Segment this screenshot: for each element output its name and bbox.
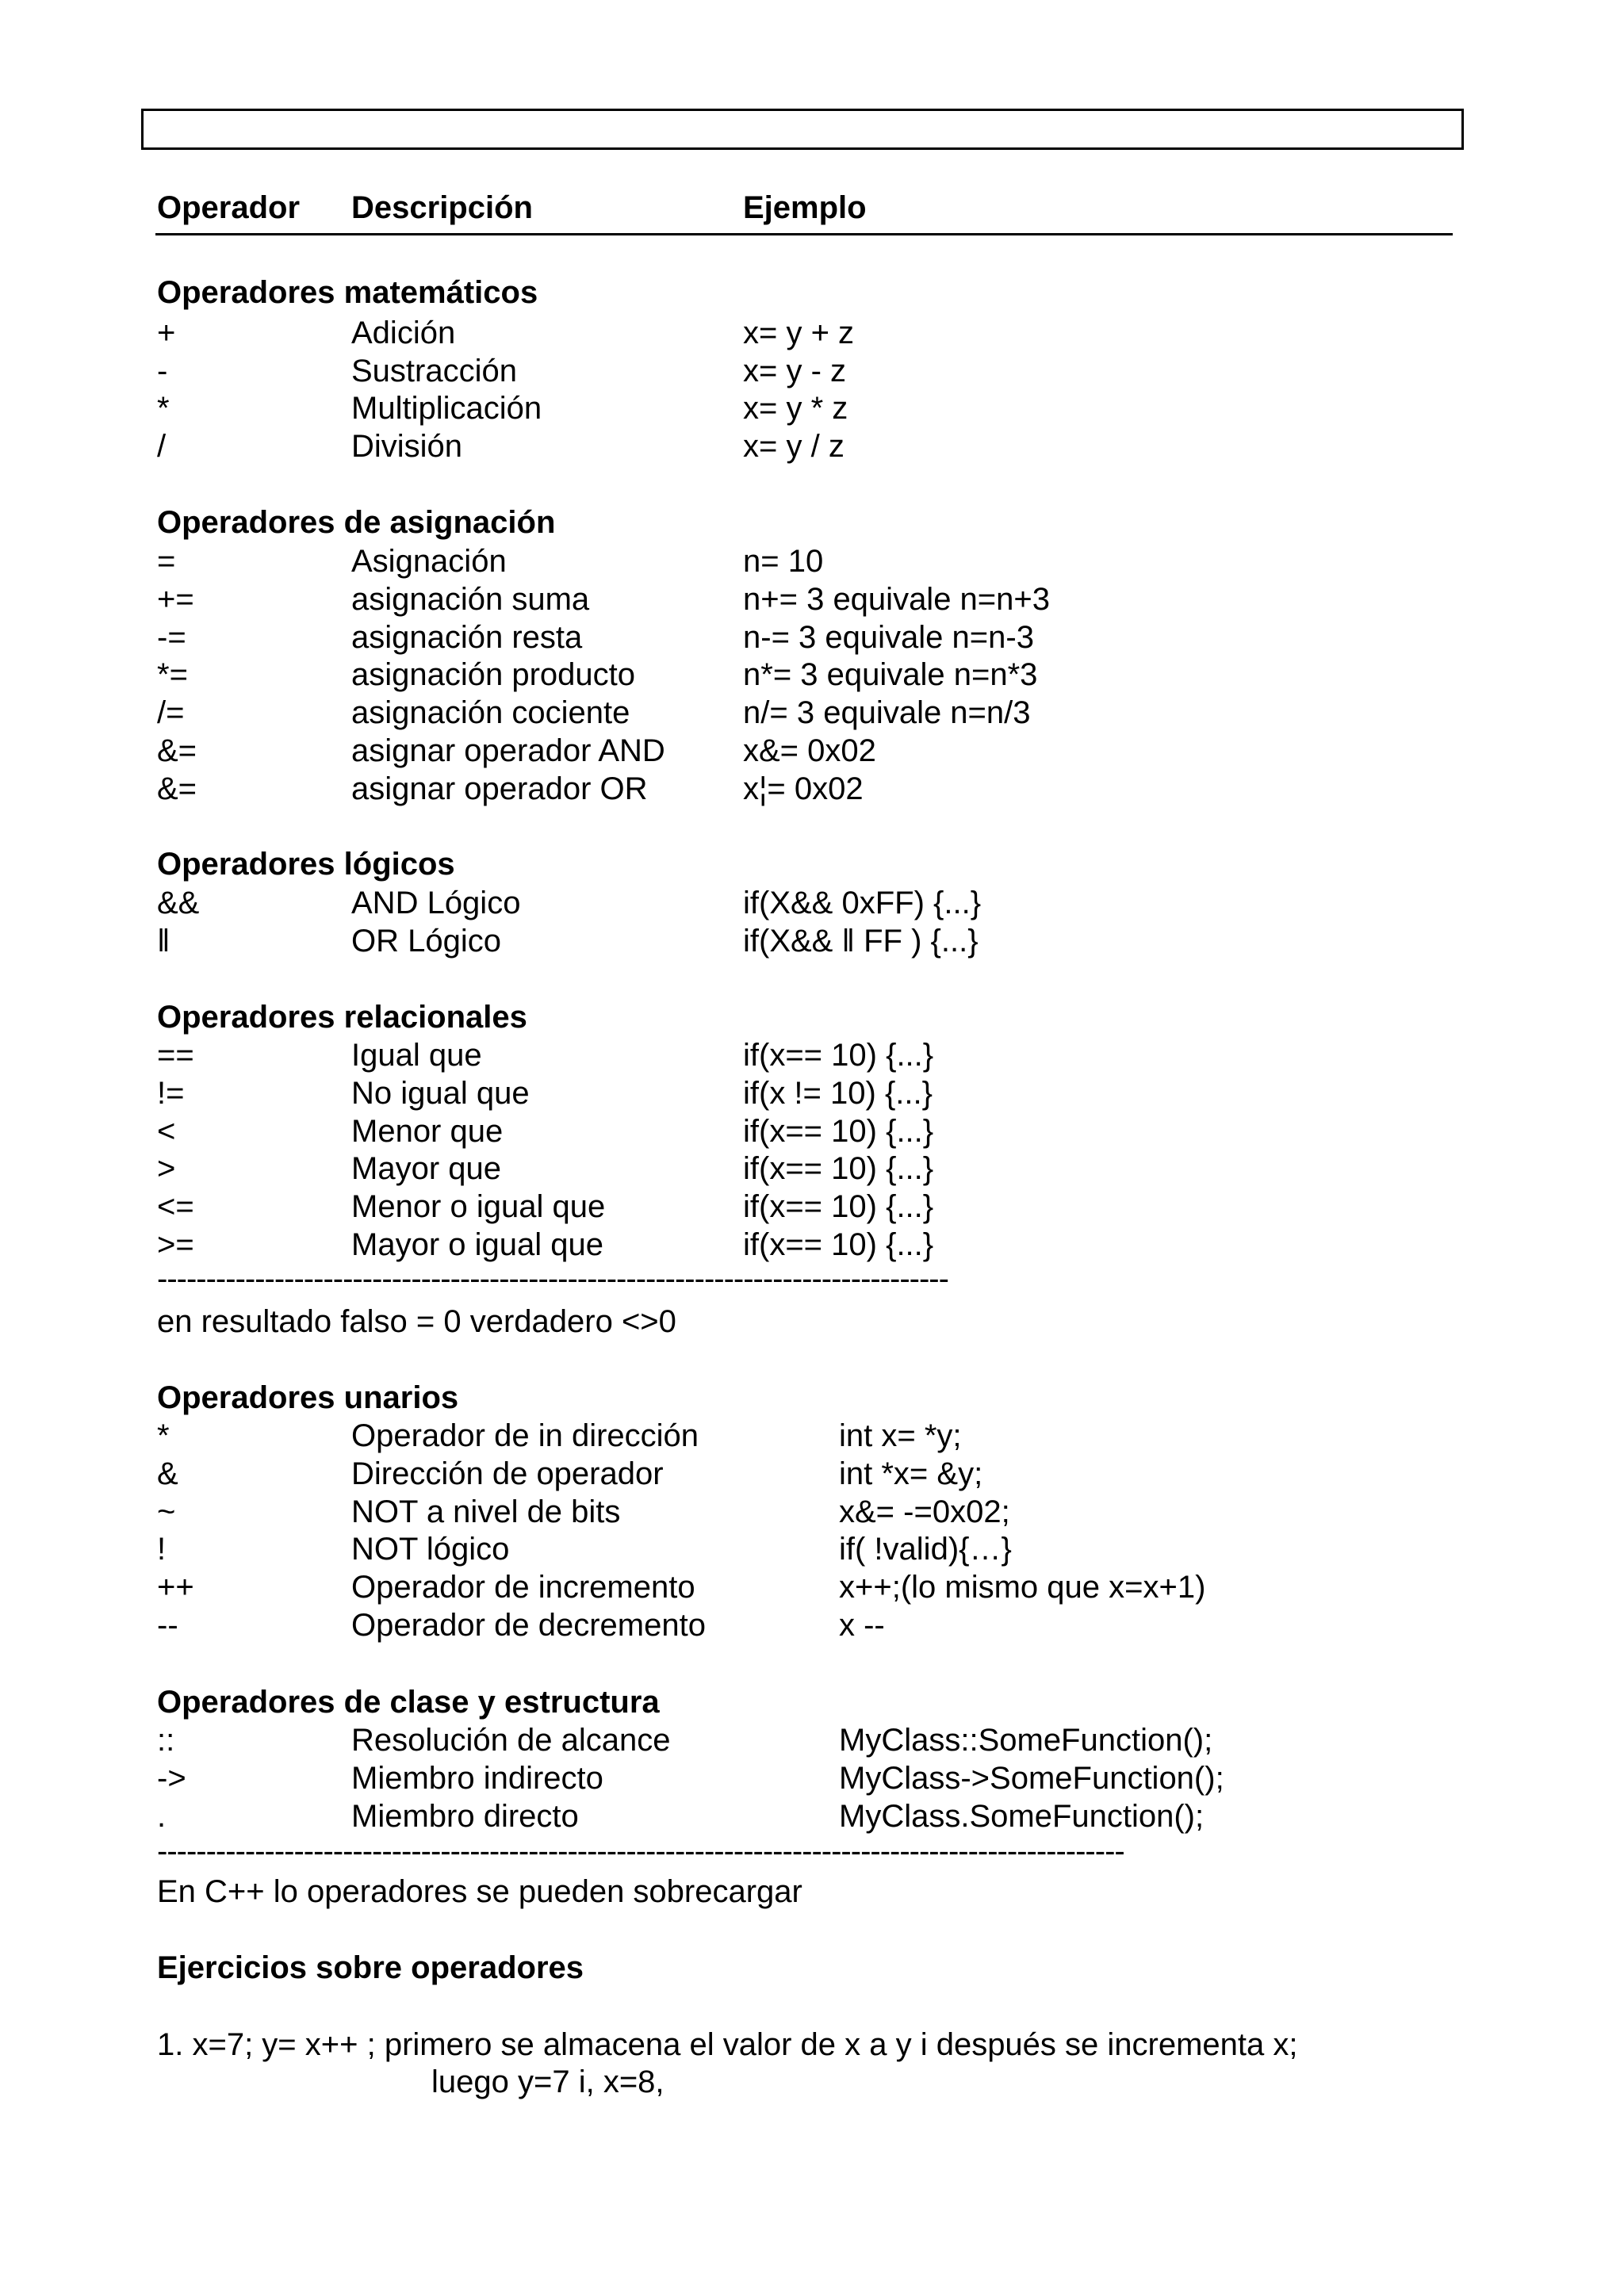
operator-row [0, 352, 1624, 390]
operator-example: x&= -=0x02; [839, 1494, 1010, 1529]
operator-symbol: -- [157, 1608, 178, 1643]
operator-symbol: -= [157, 620, 186, 655]
operator-row [0, 694, 1624, 732]
operator-example: if(X&& 0xFF) {...} [743, 886, 982, 920]
exercise-1-line-2: luego y=7 i, x=8, [431, 2064, 665, 2099]
result-note: en resultado falso = 0 verdadero <>0 [157, 1304, 676, 1339]
operator-row [0, 1493, 1624, 1531]
operator-example: n-= 3 equivale n=n-3 [743, 620, 1034, 655]
operator-symbol: * [157, 1418, 170, 1453]
operator-example: if(x== 10) {...} [743, 1151, 934, 1186]
separator-line-2: --------------------------------------------------------------------------------------------------- [157, 1839, 1124, 1863]
operator-symbol: >= [157, 1227, 194, 1262]
operator-example: MyClass.SomeFunction(); [839, 1799, 1205, 1834]
operator-row [0, 732, 1624, 770]
operator-symbol: / [157, 429, 167, 464]
operator-example: n= 10 [743, 544, 824, 579]
operator-symbol: ~ [157, 1494, 176, 1529]
operator-description: Igual que [351, 1038, 482, 1073]
operator-row [0, 1188, 1624, 1226]
operator-example: x++;(lo mismo que x=x+1) [839, 1570, 1206, 1605]
operator-example: if(x== 10) {...} [743, 1038, 934, 1073]
operator-row [0, 1568, 1624, 1606]
operator-symbol: == [157, 1038, 194, 1073]
operator-symbol: ++ [157, 1570, 194, 1605]
section-title: Operadores lógicos [157, 847, 455, 882]
operator-description: asignar operador AND [351, 733, 665, 768]
operator-description: asignación resta [351, 620, 583, 655]
operator-symbol: * [157, 391, 170, 426]
operator-example: x= y + z [743, 316, 855, 350]
operator-symbol: = [157, 544, 176, 579]
operator-row [0, 1530, 1624, 1568]
operator-symbol: &= [157, 733, 197, 768]
operator-symbol: -> [157, 1761, 186, 1796]
operator-description: Miembro directo [351, 1799, 579, 1834]
operator-example: if(x== 10) {...} [743, 1189, 934, 1224]
section-title: Operadores de asignación [157, 505, 556, 540]
operator-description: Mayor o igual que [351, 1227, 603, 1262]
operator-symbol: += [157, 582, 194, 617]
operator-description: asignar operador OR [351, 771, 648, 806]
operator-row [0, 618, 1624, 656]
overload-note: En C++ lo operadores se pueden sobrecargar [157, 1874, 802, 1909]
operator-description: Menor o igual que [351, 1189, 606, 1224]
operator-row [0, 1112, 1624, 1150]
operator-symbol: != [157, 1076, 185, 1111]
operator-row [0, 1226, 1624, 1264]
operator-row [0, 1417, 1624, 1455]
operator-description: Operador de in dirección [351, 1418, 699, 1453]
separator-line: --------------------------------------------------------------------------------- [157, 1267, 948, 1291]
operator-symbol: > [157, 1151, 176, 1186]
operator-description: Sustracción [351, 354, 517, 388]
operator-symbol: & [157, 1456, 178, 1491]
operator-row [0, 389, 1624, 427]
empty-header-box [141, 109, 1464, 150]
operator-example: n+= 3 equivale n=n+3 [743, 582, 1051, 617]
operator-symbol: < [157, 1114, 176, 1149]
column-header-operador: Operador [157, 190, 301, 225]
section-title: Operadores de clase y estructura [157, 1685, 660, 1720]
operator-example: x= y / z [743, 429, 845, 464]
operator-symbol: *= [157, 657, 188, 692]
operator-description: Dirección de operador [351, 1456, 664, 1491]
operator-description: asignación suma [351, 582, 590, 617]
operator-example: int x= *y; [839, 1418, 962, 1453]
operator-example: x¦= 0x02 [743, 771, 864, 806]
operator-description: No igual que [351, 1076, 530, 1111]
operator-description: Operador de decremento [351, 1608, 706, 1643]
operator-description: AND Lógico [351, 886, 521, 920]
operator-example: if(x== 10) {...} [743, 1114, 934, 1149]
operator-row [0, 542, 1624, 580]
operator-description: Operador de incremento [351, 1570, 695, 1605]
operator-example: n/= 3 equivale n=n/3 [743, 695, 1031, 730]
operator-row [0, 580, 1624, 618]
operator-row [0, 1074, 1624, 1112]
operator-row [0, 1150, 1624, 1188]
operator-symbol: :: [157, 1723, 175, 1758]
operator-description: Menor que [351, 1114, 504, 1149]
operator-symbol: - [157, 354, 168, 388]
operator-description: OR Lógico [351, 924, 501, 959]
operator-row [0, 884, 1624, 922]
operator-row [0, 1455, 1624, 1493]
operator-description: Mayor que [351, 1151, 501, 1186]
operator-row [0, 1606, 1624, 1644]
section-title: Operadores relacionales [157, 1000, 527, 1035]
operator-row [0, 1036, 1624, 1074]
operator-row [0, 656, 1624, 694]
operator-symbol: ! [157, 1532, 167, 1567]
operator-example: x&= 0x02 [743, 733, 876, 768]
operator-row [0, 922, 1624, 960]
column-header-descripcion: Descripción [351, 190, 533, 225]
header-underline [155, 233, 1453, 235]
operator-example: if(x != 10) {...} [743, 1076, 933, 1111]
operator-example: if(X&& ‖ FF ) {...} [743, 924, 979, 959]
operator-row [0, 1759, 1624, 1797]
operator-example: if(x== 10) {...} [743, 1227, 934, 1262]
operator-description: asignación producto [351, 657, 636, 692]
operator-description: Miembro indirecto [351, 1761, 603, 1796]
operator-example: x= y - z [743, 354, 847, 388]
operator-description: Asignación [351, 544, 507, 579]
operator-symbol: ‖ [157, 924, 170, 959]
section-title: Operadores matemáticos [157, 275, 538, 310]
operator-row [0, 1797, 1624, 1835]
operator-example: MyClass::SomeFunction(); [839, 1723, 1213, 1758]
operator-row [0, 427, 1624, 465]
exercise-1-line-1: 1. x=7; y= x++ ; primero se almacena el valor de x a y i después se incrementa x; [157, 2027, 1298, 2062]
operator-symbol: /= [157, 695, 185, 730]
operator-example: if( !valid){…} [839, 1532, 1012, 1567]
operator-example: MyClass->SomeFunction(); [839, 1761, 1224, 1796]
column-header-ejemplo: Ejemplo [743, 190, 867, 225]
operator-description: NOT a nivel de bits [351, 1494, 621, 1529]
operator-description: NOT lógico [351, 1532, 510, 1567]
operator-description: Resolución de alcance [351, 1723, 671, 1758]
operator-symbol: && [157, 886, 200, 920]
operator-symbol: &= [157, 771, 197, 806]
operator-symbol: . [157, 1799, 167, 1834]
operator-symbol: + [157, 316, 176, 350]
operator-example: x -- [839, 1608, 885, 1643]
operator-row [0, 770, 1624, 808]
operator-example: n*= 3 equivale n=n*3 [743, 657, 1038, 692]
operator-symbol: <= [157, 1189, 194, 1224]
operator-example: x= y * z [743, 391, 848, 426]
operator-row [0, 1721, 1624, 1759]
operator-description: Adición [351, 316, 456, 350]
exercises-title: Ejercicios sobre operadores [157, 1950, 584, 1985]
operator-row [0, 314, 1624, 352]
section-title: Operadores unarios [157, 1380, 459, 1415]
operator-description: asignación cociente [351, 695, 630, 730]
operator-description: División [351, 429, 463, 464]
operator-example: int *x= &y; [839, 1456, 983, 1491]
operator-description: Multiplicación [351, 391, 542, 426]
